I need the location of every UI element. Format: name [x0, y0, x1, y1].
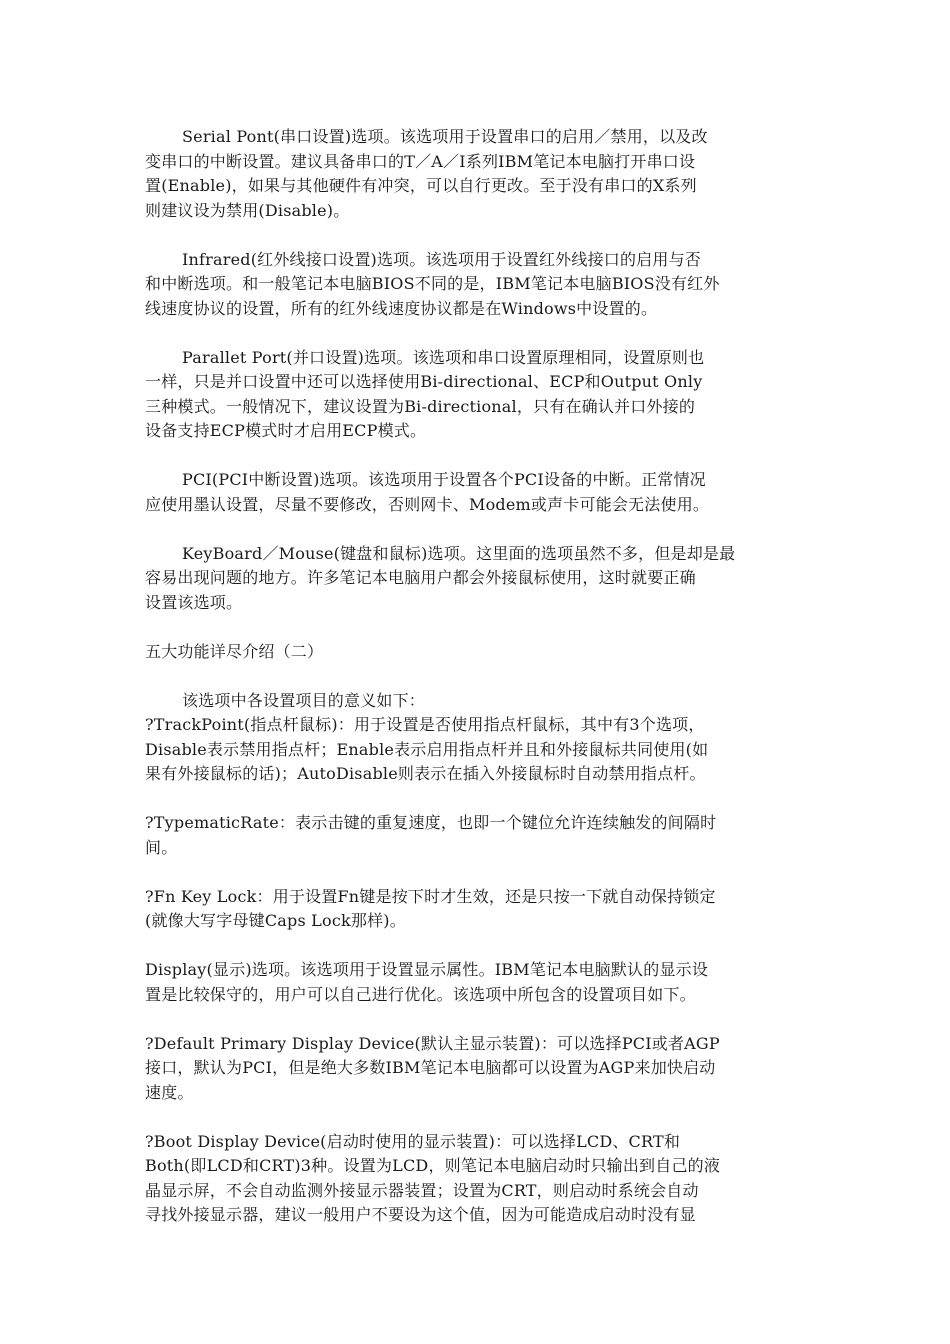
paragraph-fn-key-lock: ?Fn Key Lock：用于设置Fn键是按下时才生效，还是只按一下就自动保持锁定 (就像大写字母键Caps Lock那样)。 — [145, 886, 716, 930]
paragraph-gap — [145, 934, 810, 959]
paragraph-gap — [145, 321, 810, 346]
paragraph-infrared: Infrared(红外线接口设置)选项。该选项用于设置红外线接口的启用与否 和中断选项。和一般笔记本电脑BIOS不同的是，IBM笔记本电脑BIOS没有红外 线速度协议的设置，所有的红外线速度协议都是在Windows中设置的。 — [145, 249, 720, 318]
paragraph-display: Display(显示)选项。该选项用于设置显示属性。IBM笔记本电脑默认的显示设 置是比较保守的，用户可以自己进行优化。该选项中所包含的设置项目如下。 — [145, 960, 709, 1004]
paragraph-intro: 该选项中各设置项目的意义如下： — [182, 690, 426, 710]
paragraph-gap — [145, 615, 810, 640]
paragraph-gap — [145, 1007, 810, 1032]
paragraph-gap — [145, 444, 810, 469]
paragraph-gap — [145, 860, 810, 885]
section-heading: 五大功能详尽介绍（二） — [145, 641, 324, 661]
paragraph-boot-display-device: ?Boot Display Device(启动时使用的显示装置)：可以选择LCD、CRT和 Both(即LCD和CRT)3种。设置为LCD，则笔记本电脑启动时只输出到自己的液 晶显示屏，不会自动监测外接显示器装置；设置为CRT，则启动时系统会自动 寻找外接显示器，建议一般用户不要设为这个值，因为可能造成启动时没有显 — [145, 1131, 721, 1224]
paragraph-serial-port: Serial Pont(串口设置)选项。该选项用于设置串口的启用／禁用，以及改 变串口的中断设置。建议具备串口的T／A／I系列IBM笔记本电脑打开串口设 置(Enable)，如果与其他硬件有冲突，可以自行更改。至于没有串口的X系列 则建议设为禁用(Disable)。 — [145, 127, 708, 220]
paragraph-gap — [145, 787, 810, 812]
paragraph-typematic-rate: ?TypematicRate：表示击键的重复速度，也即一个键位允许连续触发的间隔时 间。 — [145, 813, 717, 857]
paragraph-gap — [145, 1105, 810, 1130]
paragraph-trackpoint: ?TrackPoint(指点杆鼠标)：用于设置是否使用指点杆鼠标，其中有3个选项， Disable表示禁用指点杆；Enable表示启用指点杆并且和外接鼠标共同使用(如 果有外接鼠标的话)；AutoDisable则表示在插入外接鼠标时自动禁用指点杆。 — [145, 715, 709, 783]
paragraph-keyboard-mouse: KeyBoard／Mouse(键盘和鼠标)选项。这里面的选项虽然不多，但是却是最 容易出现问题的地方。许多笔记本电脑用户都会外接鼠标使用，这时就要正确 设置该选项。 — [145, 543, 736, 612]
paragraph-parallel-port: Parallet Port(并口设置)选项。该选项和串口设置原理相同，设置原则也 一样，只是并口设置中还可以选择使用Bi-directional、ECP和Output Only 三种模式。一般情况下，建议设置为Bi-directional，只有在确认并口外接的 设备支持ECP模式时才启用ECP模式。 — [145, 347, 705, 440]
paragraph-gap — [145, 517, 810, 542]
paragraph-default-primary-display: ?Default Primary Display Device(默认主显示装置)：可以选择PCI或者AGP 接口，默认为PCI，但是绝大多数IBM笔记本电脑都可以设置为AGP来加快启动 速度。 — [145, 1033, 720, 1102]
document-page — [145, 125, 810, 1228]
paragraph-pci: PCI(PCI中断设置)选项。该选项用于设置各个PCI设备的中断。正常情况 应使用墨认设置，尽量不要修改，否则网卡、Modem或声卡可能会无法使用。 — [145, 470, 710, 514]
paragraph-gap — [145, 223, 810, 248]
paragraph-gap — [145, 664, 810, 689]
